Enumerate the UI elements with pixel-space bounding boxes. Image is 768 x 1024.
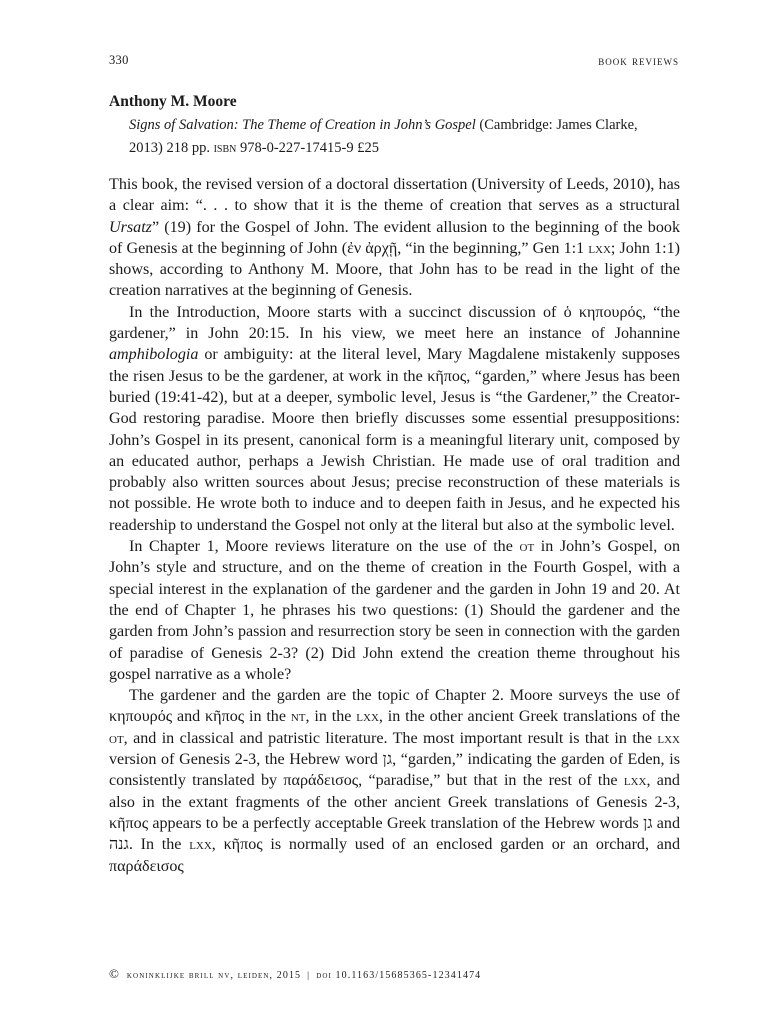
abbreviation: lxx xyxy=(588,239,611,257)
abbreviation: ot xyxy=(109,729,124,747)
paragraph-4 xyxy=(109,685,680,877)
abbreviation: lxx xyxy=(356,708,379,726)
abbreviation: lxx xyxy=(189,836,212,854)
publication-details: (Cambridge: James Clarke, 2013) 218 pp. xyxy=(129,117,638,156)
italic-term: amphibologia xyxy=(109,346,199,364)
abbreviation: lxx xyxy=(657,729,680,747)
abbreviation: nt xyxy=(290,708,306,726)
page-footer xyxy=(109,966,680,982)
text-run: , κῆπος is normally used of an enclosed garden or an orchard, and παράδεισος xyxy=(109,836,681,875)
book-title: Signs of Salvation: The Theme of Creation in John’s Gospel xyxy=(129,117,476,133)
text-run: , in the other ancient Greek translations of the xyxy=(378,708,680,726)
review-body xyxy=(109,174,680,877)
reviewed-author: Anthony M. Moore xyxy=(109,93,237,110)
paragraph-2 xyxy=(109,302,680,536)
text-run: ” (19) for the Gospel of John. The evident allusion to the beginning of the book of Genesis at the beginning of John (ἐν ἀρχῇ, “in the beginning,” Gen 1:1 xyxy=(109,218,680,257)
text-run: In Chapter 1, Moore reviews literature on the use of the xyxy=(129,538,520,556)
abbreviation: lxx xyxy=(623,772,647,790)
text-run: The gardener and the garden are the topic of Chapter 2. Moore surveys the use of κηπουρός and κῆπος in the xyxy=(109,687,680,726)
text-run: This book, the revised version of a doctoral dissertation (University of Leeds, 2010), has a clear aim: “. . . to show that it is the theme of creation that serves as a structural xyxy=(109,176,680,215)
section-title: book reviews xyxy=(598,53,679,68)
isbn-label: isbn xyxy=(213,140,237,156)
text-run: In the Introduction, Moore starts with a succinct discussion of ὁ κηπουρός, “the gardener,” in John 20:15. In his view, we meet here an instance of Johannine xyxy=(109,303,680,343)
italic-term: Ursatz xyxy=(109,218,152,236)
isbn-price: 978-0-227-17415-9 £25 xyxy=(236,140,379,156)
text-run: in John’s Gospel, on John’s style and structure, and on the theme of creation in the Fourth Gospel, with a special interest in the explanation of the gardener and the garden in John 19 and 20. At the end of Chapter 1, he phrases his two questions: (1) Should the gardener and the garden from John’s passion and resurrection story be seen in connection with the garden of paradise of Genesis 2-3? (2) Did John extend the creation theme throughout his gospel narrative as a whole? xyxy=(109,538,680,683)
abbreviation: ot xyxy=(519,538,535,556)
paragraph-3 xyxy=(109,536,680,685)
running-head xyxy=(109,53,679,71)
text-run: or ambiguity: at the literal level, Mary Magdalene mistakenly supposes the risen Jesus to be the gardener, at work in the κῆπος, “garden,” where Jesus has been buried (19:41-42), but at a deeper, symbolic level, Jesus is “the Gardener,” the Creator-God restoring paradise. Moore then briefly discusses some essential presuppositions: John’s Gospel in its present, canonical form is a meaningful literary unit, composed by an educated author, perhaps a Jewish Christian. He made use of oral tradition and probably also written sources about Jesus; precise reconstruction of these materials is not possible. He wrote both to induce and to deepen faith in Jesus, and he expected his readership to understand the Gospel not only at the literal but also at the symbolic level. xyxy=(109,346,680,534)
paragraph-1 xyxy=(109,174,680,302)
copyright-symbol: © xyxy=(109,966,119,981)
doi-link[interactable]: doi 10.1163/15685365-12341474 xyxy=(316,970,482,981)
text-run: ; John 1:1) shows, according to Anthony M. Moore, that John has to be read in the light of the creation narratives at the beginning of Genesis. xyxy=(109,239,680,300)
text-run: , and in classical and patristic literature. The most important result is that in the xyxy=(123,729,658,747)
text-run: , in the xyxy=(305,708,357,726)
publisher: koninklijke brill nv, leiden, 2015 xyxy=(126,970,302,981)
text-run: version of Genesis 2-3, the Hebrew word גן, “garden,” indicating the garden of Eden, is consistently translated by παράδεισος, “paradise,” but that in the rest of the xyxy=(109,751,680,790)
book-reference xyxy=(129,114,649,160)
review-header xyxy=(109,92,679,160)
footer-separator: | xyxy=(307,971,311,981)
page-number: 330 xyxy=(109,53,129,67)
text-run: , and also in the extant fragments of the other ancient Greek translations of Genesis 2-3, κῆπος appears to be a perfectly acceptable Greek translation of the Hebrew words גן and גנה. In the xyxy=(109,772,681,854)
